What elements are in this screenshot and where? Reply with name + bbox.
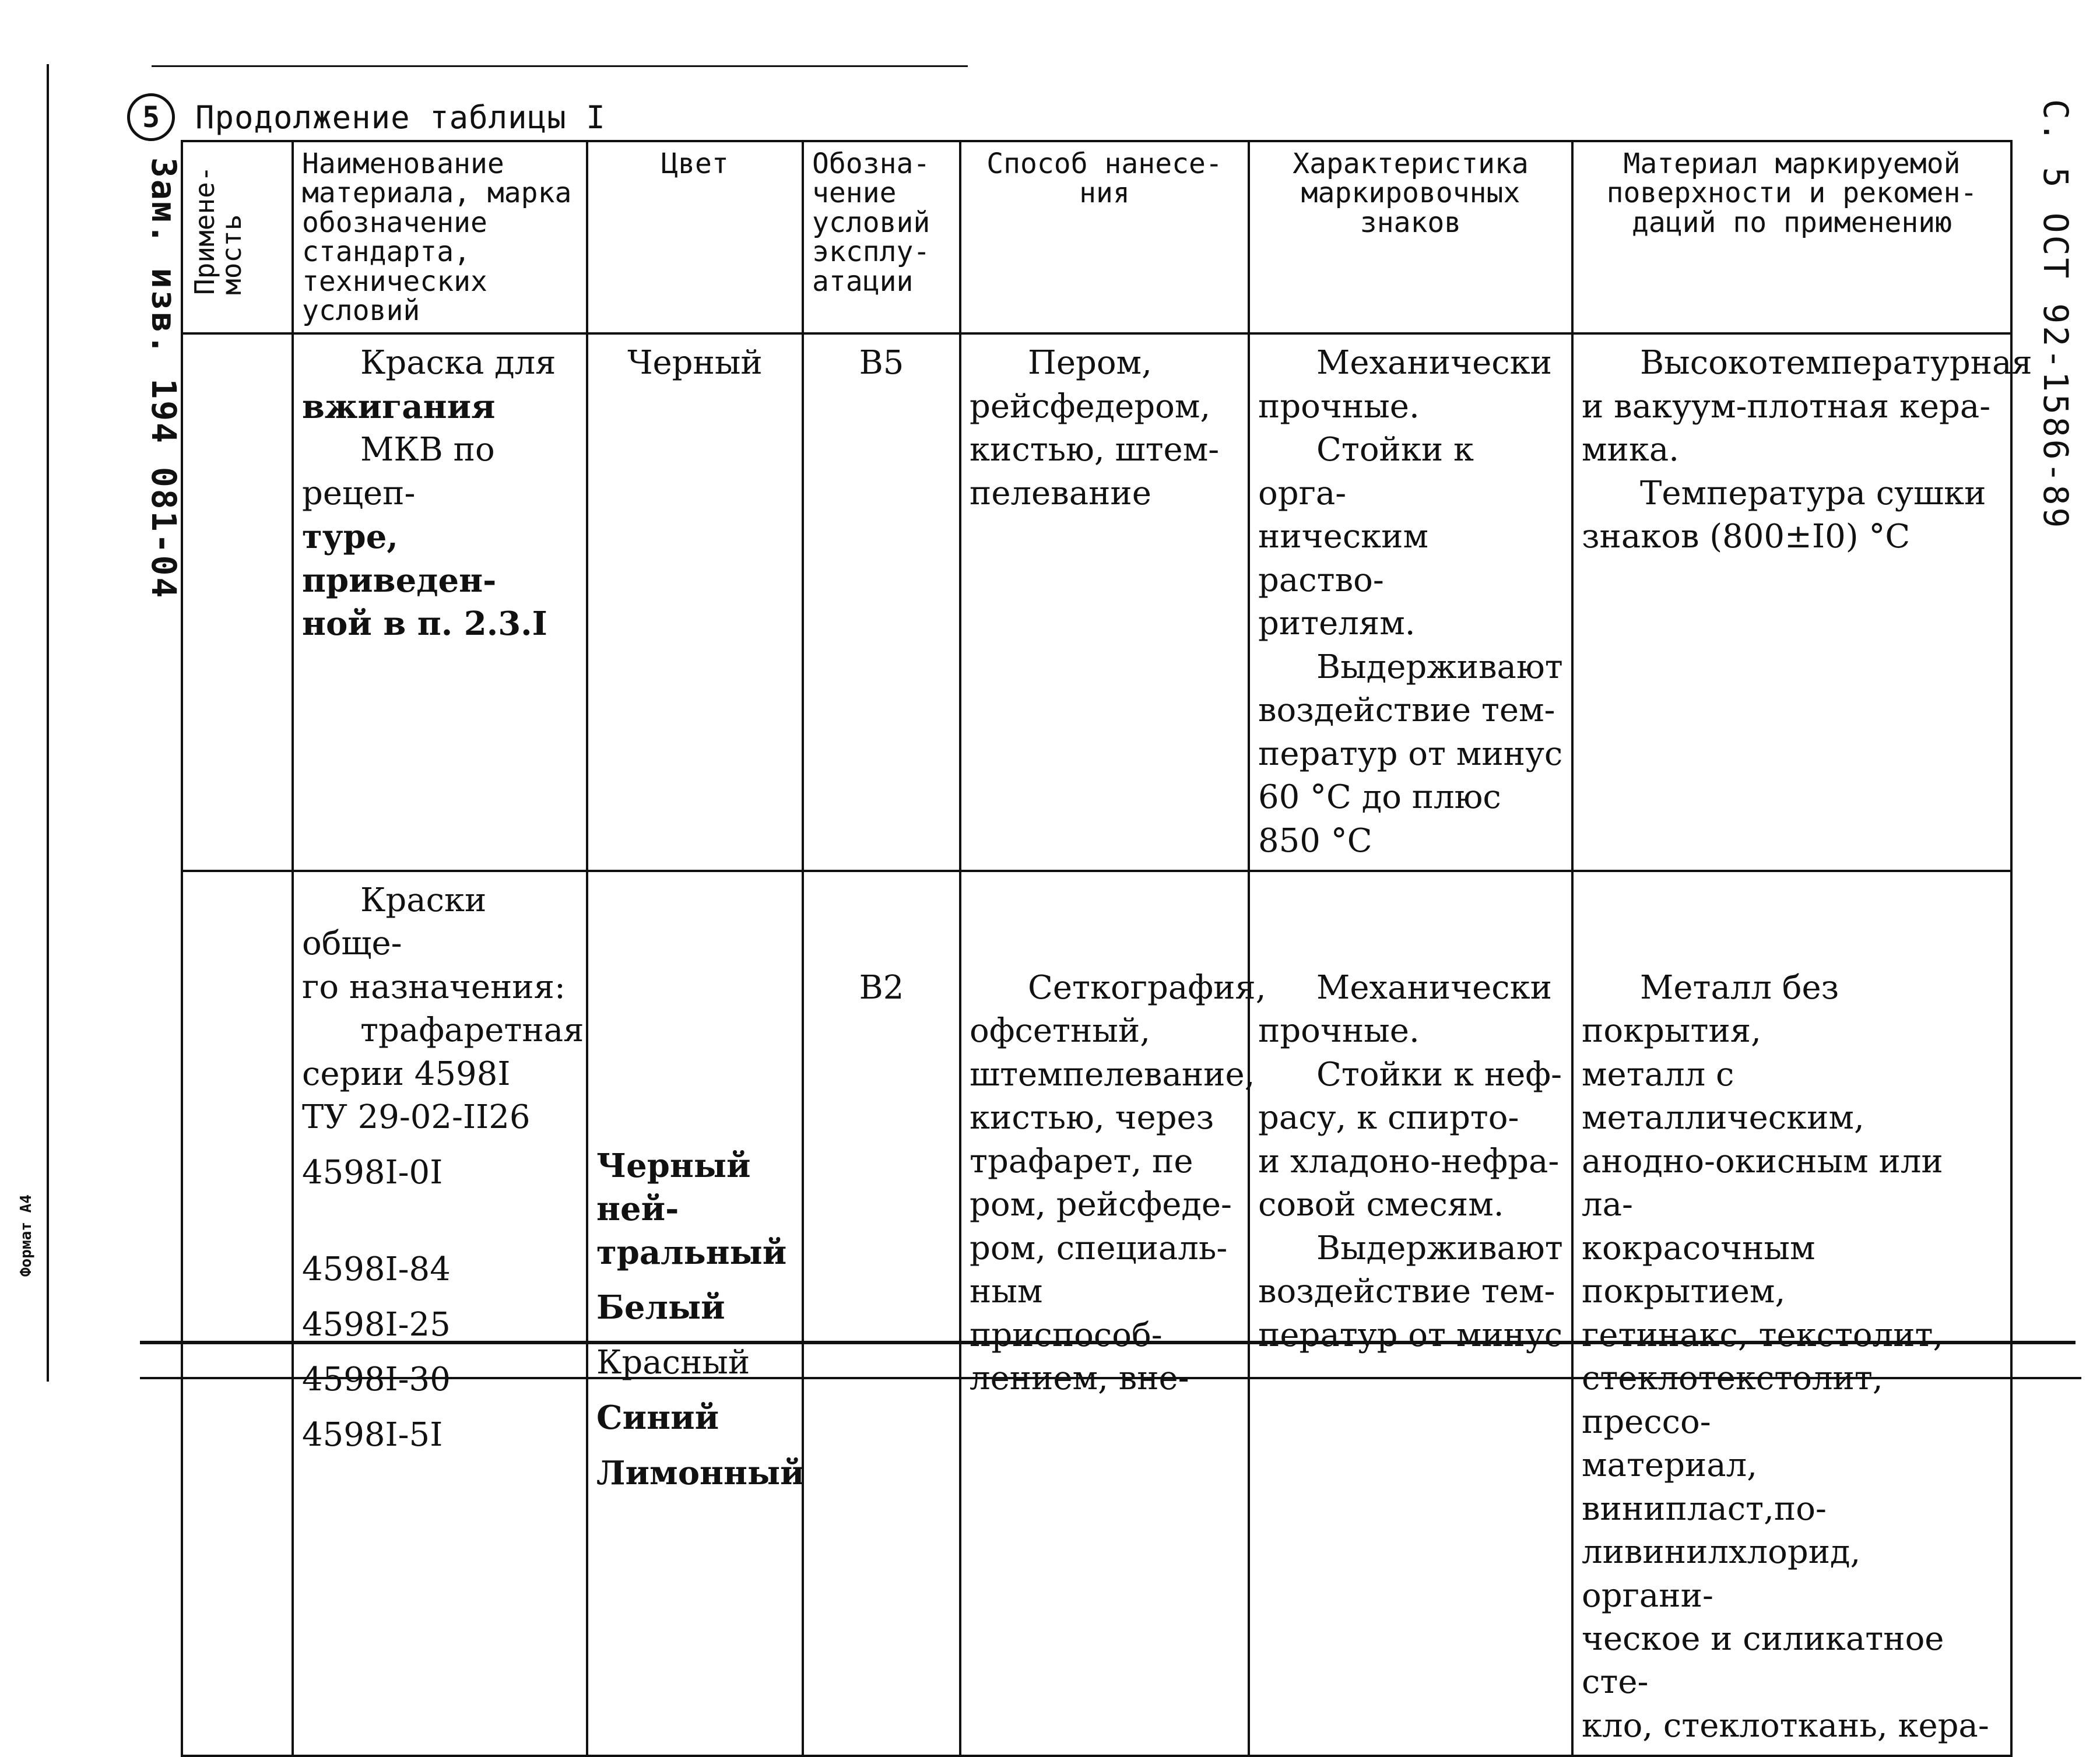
row1-material-line: вжигания	[302, 387, 496, 426]
grade-item: 4598I-84	[302, 1250, 451, 1289]
row1-material-line: ной в п. 2.3.I	[302, 605, 547, 644]
row2-material-line: Краски обще-	[302, 881, 487, 963]
row2-char-line: Выдерживают	[1316, 1229, 1563, 1267]
row1-char-line: ническим раство-	[1258, 518, 1429, 599]
color-item: Лимонный	[596, 1453, 805, 1492]
header-method: Способ нанесе-ния	[960, 141, 1249, 333]
row1-char-line: Стойки к орга-	[1258, 431, 1474, 512]
row2-method-line: кистью, через	[970, 1099, 1214, 1137]
row2-surface-line: кокрасочным покрытием,	[1582, 1229, 1815, 1311]
color-item: Черный ней-тральный	[596, 1146, 787, 1272]
row1-color: Черный	[587, 333, 803, 871]
row1-method	[960, 333, 1249, 871]
row2-surface-line: кло, стеклоткань, кера-	[1582, 1706, 1989, 1745]
top-cut-line	[152, 65, 968, 67]
row1-surface	[1572, 333, 2032, 871]
row2-method-line: ром, специаль-	[970, 1229, 1228, 1267]
row1-characteristics	[1249, 333, 1572, 871]
row2-material-line: го назначения:	[302, 968, 566, 1006]
grade-item: 4598I-0I	[302, 1153, 443, 1192]
row2-method-line: Сеткография,	[1028, 968, 1266, 1007]
row1-material	[293, 333, 587, 871]
row2-surface-line: гетинакс, текстолит,	[1582, 1316, 1944, 1354]
row2-char-line: прочные.	[1258, 1012, 1420, 1050]
row1-method-line: кистью, штем-	[970, 431, 1220, 469]
row1-surface-line: Высокотемпературная	[1640, 344, 2032, 382]
color-item: Синий	[596, 1398, 719, 1438]
row2-color	[587, 871, 803, 1756]
row2-method-line: офсетный,	[970, 1012, 1151, 1050]
row1-char-line: рителям.	[1258, 605, 1416, 643]
table-row	[182, 333, 2011, 871]
color-item: Белый	[596, 1288, 725, 1327]
grade-item: 4598I-30	[302, 1361, 451, 1399]
row2-surface-line: металл с металлическим,	[1582, 1055, 1864, 1137]
row1-material-line: МКВ по рецеп-	[302, 431, 495, 512]
row1-material-line: Краска для	[360, 344, 556, 382]
header-applicability: Примене-мость	[182, 141, 293, 333]
row2-surface-line: анодно-окисным или ла-	[1582, 1142, 1943, 1224]
row2-characteristics	[1249, 871, 1572, 1756]
row2-designation-value: В2	[859, 968, 904, 1007]
row2-method-line: штемпелевание,	[970, 1055, 1255, 1094]
row2-surface-line: материал, винипласт,по-	[1582, 1446, 1827, 1528]
row2-char-line: и хладоно-нефра-	[1258, 1142, 1560, 1180]
header-designation: Обозна-чение условий эксплу-атации	[803, 141, 960, 333]
row2-material	[293, 871, 587, 1756]
row2-char-line: Стойки к неф-	[1316, 1055, 1562, 1094]
row2-applicability	[182, 871, 293, 1756]
table-caption: Продолжение таблицы I	[195, 99, 606, 136]
row2-material-line: ТУ 29-02-II26	[302, 1098, 531, 1137]
header-characteristics: Характеристика маркировочных знаков	[1249, 141, 1572, 333]
row1-material-line: туре, приведен-	[302, 518, 497, 600]
row1-surface-line: мика.	[1582, 431, 1680, 469]
color-item: Красный	[596, 1343, 750, 1382]
grade-item: 4598I-5I	[302, 1415, 443, 1454]
row1-surface-line: Температура сушки	[1640, 474, 1986, 512]
row1-method-line: Пером,	[1028, 344, 1152, 382]
row2-surface-line: Металл без покрытия,	[1582, 968, 1839, 1050]
row2-surface-line: стеклотекстолит, прессо-	[1582, 1359, 1883, 1441]
row1-applicability	[182, 333, 293, 871]
row2-surface	[1572, 871, 2011, 1756]
row2-material-line: серии 4598I	[302, 1055, 511, 1093]
row1-char-line: 60 °С до плюс	[1258, 778, 1501, 817]
row2-designation	[803, 871, 960, 1756]
row1-method-line: пелевание	[970, 474, 1151, 512]
row1-method-line: рейсфедером,	[970, 387, 1211, 426]
page-circle-number: 5	[127, 93, 175, 141]
row1-char-line: Выдерживают	[1316, 648, 1563, 686]
row2-method	[960, 871, 1266, 1756]
row1-char-line: воздействие тем-	[1258, 691, 1555, 730]
row1-char-line: 850 °С	[1258, 821, 1372, 860]
header-color: Цвет	[587, 141, 803, 333]
format-stamp: Формат А4	[17, 1194, 35, 1277]
row2-char-line: ператур от минус	[1258, 1316, 1563, 1354]
row2-method-line: ром, рейсфеде-	[970, 1186, 1232, 1224]
row1-designation: В5	[803, 333, 960, 871]
header-row	[182, 141, 2011, 333]
row2-method-line: трафарет, пе	[970, 1142, 1193, 1180]
row1-char-line: Механически	[1316, 344, 1552, 382]
row1-char-line: прочные.	[1258, 387, 1420, 426]
row2-material-line: трафаретная	[360, 1011, 584, 1050]
left-margin-revision-note: Зам. изв. 194 081-04	[144, 157, 184, 600]
row2-char-line: воздействие тем-	[1258, 1273, 1555, 1311]
grade-item: 4598I-25	[302, 1305, 451, 1344]
row2-surface-line: ческое и силикатное сте-	[1582, 1620, 1944, 1702]
row2-method-line: ным приспособ-	[970, 1273, 1163, 1354]
row2-surface-line: ливинилхлорид, органи-	[1582, 1533, 1861, 1615]
materials-table	[181, 140, 2032, 1757]
row2-char-line: расу, к спирто-	[1258, 1099, 1519, 1137]
table-row	[182, 871, 2011, 1756]
right-margin-standard-number: С. 5 ОСТ 92-1586-89	[2036, 99, 2076, 530]
left-border-line	[47, 64, 49, 1382]
row2-method-line: лением, вне-	[970, 1359, 1189, 1398]
row1-surface-line: знаков (800±I0) °С	[1582, 518, 1911, 556]
row2-char-line: Механически	[1316, 968, 1552, 1007]
row2-char-line: совой смесям.	[1258, 1186, 1504, 1224]
row1-char-line: ператур от минус	[1258, 735, 1563, 773]
header-surface: Материал маркируемой поверхности и рекомен-даций по применению	[1572, 141, 2011, 333]
header-material: Наименование материала, марка обозначение стандарта, технических условий	[293, 141, 587, 333]
row1-surface-line: и вакуум-плотная кера-	[1582, 387, 1991, 426]
